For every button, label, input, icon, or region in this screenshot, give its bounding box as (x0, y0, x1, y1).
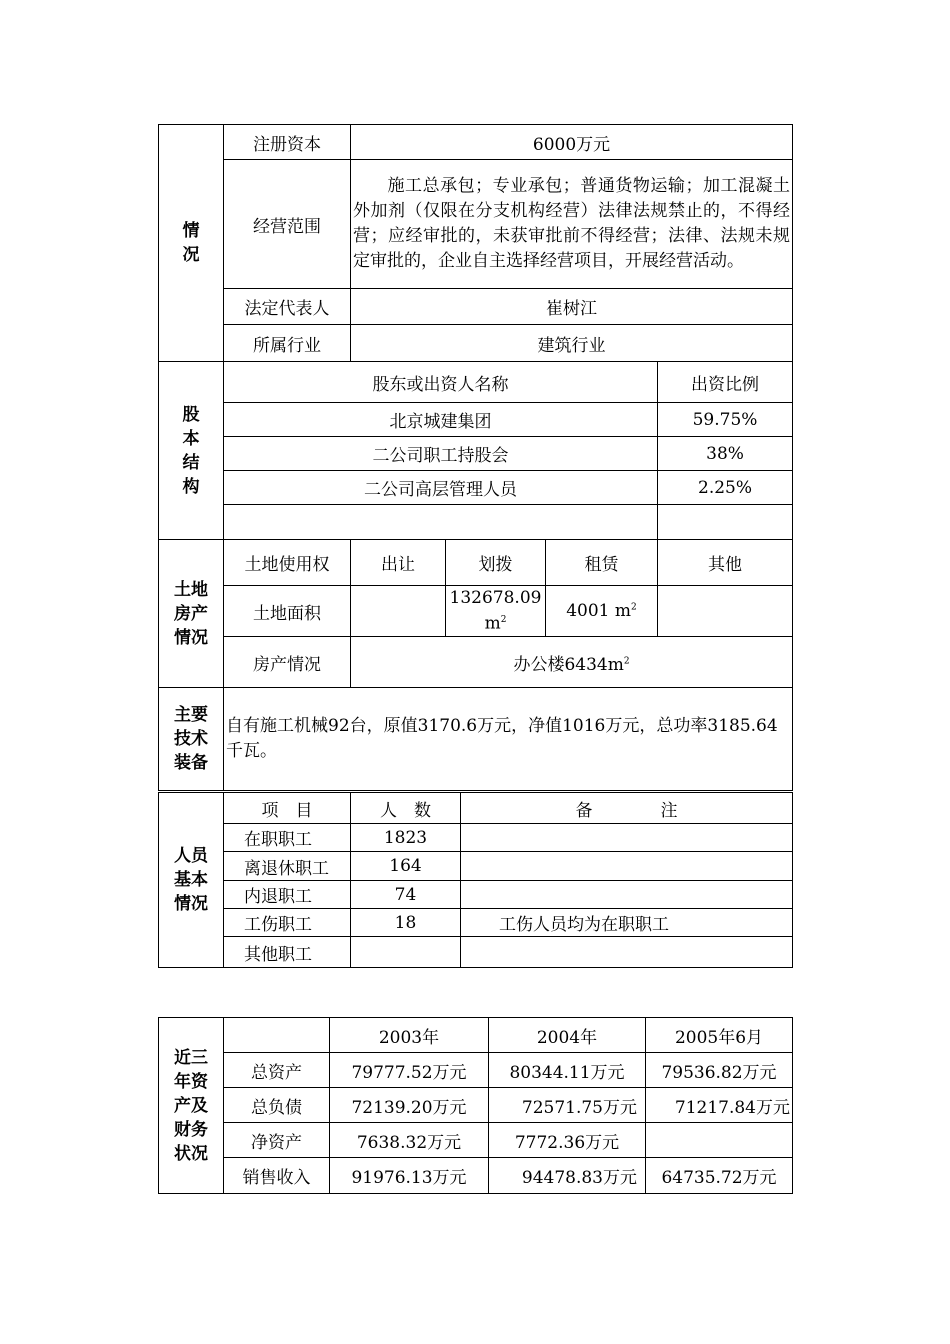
staff-note (461, 881, 793, 909)
legal-representative-value: 崔树江 (351, 289, 793, 325)
finance-value: 64735.72万元 (646, 1158, 793, 1194)
section-finance: 近三 年资 产及 财务 状况 (159, 1018, 224, 1194)
finance-year: 2003年 (330, 1018, 489, 1053)
land-area-allocation: 132678.09 $m^2$ (446, 586, 546, 637)
business-scope-value: 施工总承包；专业承包；普通货物运输；加工混凝土外加剂（仅限在分支机构经营）法律法规禁止的，不得经营；应经审批的，未获审批前不得经营；法律、法规未规定审批的，企业自主选择经营项目，开展经营活动。 (351, 160, 793, 289)
equity-header-ratio: 出资比例 (658, 362, 793, 403)
section-land-property: 土地 房产 情况 (159, 540, 224, 688)
finance-value: 80344.11万元 (489, 1053, 646, 1088)
staff-note (461, 852, 793, 881)
property-label: 房产情况 (224, 637, 351, 688)
finance-row-label: 总负债 (224, 1088, 330, 1123)
land-use-right-label: 土地使用权 (224, 540, 351, 586)
shareholder-ratio: 59.75% (658, 403, 793, 437)
land-area-other (658, 586, 793, 637)
staff-count (351, 937, 461, 968)
shareholder-ratio: 2.25% (658, 471, 793, 505)
staff-table (158, 792, 793, 968)
land-area-transfer (351, 586, 446, 637)
finance-value: 72139.20万元 (330, 1088, 489, 1123)
finance-year: 2005年6月 (646, 1018, 793, 1053)
finance-value: 94478.83万元 (489, 1158, 646, 1194)
equipment-description: 自有施工机械92台，原值3170.6万元，净值1016万元，总功率3185.64千瓦。 (224, 688, 793, 791)
staff-header-note: 备 注 (461, 793, 793, 824)
staff-count: 74 (351, 881, 461, 909)
staff-item: 其他职工 (224, 937, 351, 968)
staff-note (461, 937, 793, 968)
land-area-lease: 4001 $m^2$ (546, 586, 658, 637)
shareholder-name: 北京城建集团 (224, 403, 658, 437)
registered-capital-value: 6000万元 (351, 125, 793, 160)
finance-value: 91976.13万元 (330, 1158, 489, 1194)
staff-item: 在职职工 (224, 824, 351, 852)
finance-header-blank (224, 1018, 330, 1053)
land-lease-header: 租赁 (546, 540, 658, 586)
registered-capital-label: 注册资本 (224, 125, 351, 160)
company-info-table (158, 124, 793, 791)
section-staff: 人员 基本 情况 (159, 793, 224, 968)
finance-year: 2004年 (489, 1018, 646, 1053)
land-allocation-header: 划拨 (446, 540, 546, 586)
staff-count: 18 (351, 909, 461, 937)
staff-count: 164 (351, 852, 461, 881)
section-equity: 股 本 结 构 (159, 362, 224, 540)
finance-value: 79777.52万元 (330, 1053, 489, 1088)
land-other-header: 其他 (658, 540, 793, 586)
shareholder-ratio: 38% (658, 437, 793, 471)
legal-representative-label: 法定代表人 (224, 289, 351, 325)
staff-header-item: 项 目 (224, 793, 351, 824)
shareholder-name: 二公司高层管理人员 (224, 471, 658, 505)
staff-count: 1823 (351, 824, 461, 852)
finance-value: 72571.75万元 (489, 1088, 646, 1123)
finance-row-label: 销售收入 (224, 1158, 330, 1194)
section-basic-info: 情 况 (159, 125, 224, 362)
staff-item: 离退休职工 (224, 852, 351, 881)
finance-value: 7772.36万元 (489, 1123, 646, 1158)
staff-note: 工伤人员均为在职职工 (461, 909, 793, 937)
staff-note (461, 824, 793, 852)
industry-value: 建筑行业 (351, 325, 793, 362)
finance-value: 7638.32万元 (330, 1123, 489, 1158)
finance-row-label: 总资产 (224, 1053, 330, 1088)
equity-header-name: 股东或出资人名称 (224, 362, 658, 403)
finance-value: 79536.82万元 (646, 1053, 793, 1088)
land-transfer-header: 出让 (351, 540, 446, 586)
finance-row-label: 净资产 (224, 1123, 330, 1158)
land-area-label: 土地面积 (224, 586, 351, 637)
section-equipment: 主要 技术 装备 (159, 688, 224, 791)
business-scope-label: 经营范围 (224, 160, 351, 289)
staff-header-count: 人 数 (351, 793, 461, 824)
finance-value: 71217.84万元 (646, 1088, 793, 1123)
finance-value (646, 1123, 793, 1158)
shareholder-name: 二公司职工持股会 (224, 437, 658, 471)
finance-table (158, 1017, 793, 1194)
property-value: 办公楼$6434m^2$ (351, 637, 793, 688)
shareholder-ratio (658, 505, 793, 540)
industry-label: 所属行业 (224, 325, 351, 362)
shareholder-name (224, 505, 658, 540)
staff-item: 内退职工 (224, 881, 351, 909)
staff-item: 工伤职工 (224, 909, 351, 937)
